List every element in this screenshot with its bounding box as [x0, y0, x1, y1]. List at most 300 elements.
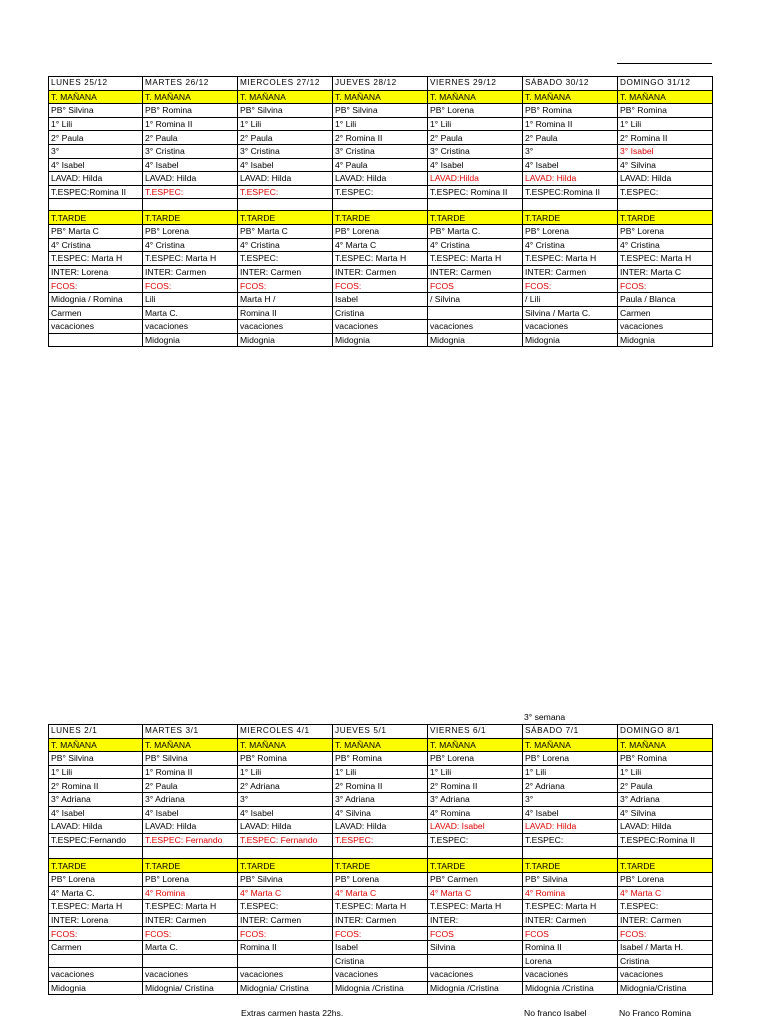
shift-label: T.TARDE	[428, 859, 523, 873]
footer-note-isabel: No franco Isabel	[524, 1008, 587, 1018]
schedule-cell: FCOS:	[238, 927, 333, 941]
shift-label: T. MAÑANA	[333, 90, 428, 104]
schedule-cell	[428, 306, 523, 320]
schedule-cell: 4° Cristina	[523, 238, 618, 252]
schedule-cell: PB° Silvina	[49, 104, 143, 118]
schedule-cell: Romina II	[523, 940, 618, 954]
schedule-cell: / Lili	[523, 292, 618, 306]
schedule-cell: LAVAD: Hilda	[49, 820, 143, 834]
schedule-cell: PB° Lorena	[618, 872, 713, 886]
table-row	[49, 279, 713, 293]
schedule-cell: PB° Marta C	[238, 224, 333, 238]
schedule-cell: 4° Isabel	[238, 158, 333, 172]
schedule-cell: T.ESPEC:	[618, 900, 713, 914]
schedule-cell: T.ESPEC:	[238, 185, 333, 199]
schedule-week-1	[48, 76, 713, 347]
schedule-cell: 3°	[523, 792, 618, 806]
day-header: VIERNES 6/1	[428, 725, 523, 739]
shift-label: T.TARDE	[238, 859, 333, 873]
schedule-cell	[49, 954, 143, 968]
schedule-cell: 3°	[49, 144, 143, 158]
schedule-cell: FCOS:	[618, 279, 713, 293]
schedule-cell: T.ESPEC:	[618, 185, 713, 199]
empty-cell	[333, 847, 428, 859]
shift-label: T. MAÑANA	[618, 738, 713, 752]
shift-band-manana	[49, 738, 713, 752]
schedule-cell: T.ESPEC: Romina II	[428, 185, 523, 199]
schedule-cell: Marta H /	[238, 292, 333, 306]
schedule-cell: T.ESPEC:Fernando	[49, 833, 143, 847]
day-header: VIERNES 29/12	[428, 77, 523, 91]
schedule-cell: T.ESPEC: Marta H	[333, 900, 428, 914]
empty-cell	[428, 199, 523, 211]
schedule-cell: vacaciones	[333, 320, 428, 334]
schedule-cell: INTER: Carmen	[143, 265, 238, 279]
table-row	[49, 872, 713, 886]
schedule-cell: vacaciones	[523, 968, 618, 982]
schedule-cell: Marta C.	[143, 306, 238, 320]
schedule-cell: 1° Lili	[618, 765, 713, 779]
day-header: JUEVES 5/1	[333, 725, 428, 739]
schedule-cell: LAVAD: Hilda	[143, 172, 238, 186]
schedule-cell: 4° Romina	[143, 886, 238, 900]
schedule-cell	[238, 954, 333, 968]
table-row	[49, 968, 713, 982]
shift-band-tarde	[49, 211, 713, 225]
shift-label: T. MAÑANA	[618, 90, 713, 104]
schedule-cell: vacaciones	[618, 320, 713, 334]
day-header: DOMINGO 8/1	[618, 725, 713, 739]
empty-cell	[333, 199, 428, 211]
schedule-week-2	[48, 724, 713, 995]
table-row	[49, 265, 713, 279]
schedule-cell: 4° Silvina	[618, 158, 713, 172]
shift-label: T. MAÑANA	[238, 738, 333, 752]
schedule-cell: Romina II	[238, 940, 333, 954]
schedule-cell: 2° Romina II	[333, 779, 428, 793]
schedule-cell: INTER: Carmen	[143, 913, 238, 927]
schedule-cell: LAVAD: Hilda	[618, 820, 713, 834]
schedule-cell: PB° Silvina	[49, 752, 143, 766]
day-header: MARTES 26/12	[143, 77, 238, 91]
schedule-cell: 3° Cristina	[428, 144, 523, 158]
schedule-cell: PB° Marta C	[49, 224, 143, 238]
schedule-cell: 4° Silvina	[333, 806, 428, 820]
shift-label: T.TARDE	[143, 859, 238, 873]
schedule-cell: FCOS	[523, 927, 618, 941]
empty-cell	[143, 199, 238, 211]
empty-cell	[428, 847, 523, 859]
shift-label: T.TARDE	[49, 211, 143, 225]
week-label: 3° semana	[524, 712, 566, 722]
table-row	[49, 833, 713, 847]
empty-cell	[523, 199, 618, 211]
schedule-cell: 2° Paula	[428, 131, 523, 145]
schedule-cell: INTER: Lorena	[49, 913, 143, 927]
schedule-cell: INTER: Lorena	[49, 265, 143, 279]
schedule-cell: Isabel	[333, 292, 428, 306]
schedule-cell: 4° Isabel	[238, 806, 333, 820]
table-row	[49, 252, 713, 266]
schedule-cell: INTER: Carmen	[523, 913, 618, 927]
schedule-cell: 4° Cristina	[49, 238, 143, 252]
schedule-cell: Midognia / Romina	[49, 292, 143, 306]
schedule-cell: FCOS:	[49, 927, 143, 941]
schedule-cell: INTER: Carmen	[523, 265, 618, 279]
schedule-cell: 2° Romina II	[333, 131, 428, 145]
table-row	[49, 185, 713, 199]
empty-cell	[523, 847, 618, 859]
schedule-cell: T.ESPEC: Marta H	[523, 900, 618, 914]
schedule-cell: 1° Lili	[238, 765, 333, 779]
schedule-cell: LAVAD: Isabel	[428, 820, 523, 834]
schedule-cell: 4° Cristina	[428, 238, 523, 252]
schedule-cell: 3° Adriana	[428, 792, 523, 806]
schedule-cell: Midognia	[428, 333, 523, 347]
schedule-cell: FCOS:	[333, 279, 428, 293]
table-row	[49, 900, 713, 914]
schedule-cell: T.ESPEC: Fernando	[238, 833, 333, 847]
schedule-cell: 4° Cristina	[143, 238, 238, 252]
schedule-cell: 2° Paula	[238, 131, 333, 145]
schedule-cell	[428, 954, 523, 968]
schedule-cell: 4° Isabel	[428, 158, 523, 172]
schedule-cell: 3° Cristina	[238, 144, 333, 158]
schedule-cell: T.ESPEC:	[523, 833, 618, 847]
schedule-cell: 1° Romina II	[143, 117, 238, 131]
day-header: JUEVES 28/12	[333, 77, 428, 91]
shift-label: T. MAÑANA	[333, 738, 428, 752]
schedule-cell: LAVAD: Hilda	[523, 172, 618, 186]
schedule-cell: Romina II	[238, 306, 333, 320]
schedule-cell: PB° Lorena	[428, 752, 523, 766]
schedule-cell: Midognia	[618, 333, 713, 347]
schedule-cell: Midognia /Cristina	[428, 981, 523, 995]
schedule-cell: T.ESPEC: Fernando	[143, 833, 238, 847]
schedule-cell: 2° Romina II	[49, 779, 143, 793]
schedule-cell: T.ESPEC:	[428, 833, 523, 847]
schedule-cell: Midognia /Cristina	[333, 981, 428, 995]
empty-cell	[238, 847, 333, 859]
schedule-cell: PB° Silvina	[333, 104, 428, 118]
schedule-cell: FCOS	[428, 279, 523, 293]
schedule-cell: vacaciones	[428, 320, 523, 334]
schedule-cell: 4° Isabel	[523, 158, 618, 172]
schedule-cell: PB° Carmen	[428, 872, 523, 886]
shift-label: T.TARDE	[428, 211, 523, 225]
schedule-cell: FCOS:	[238, 279, 333, 293]
table-row	[49, 144, 713, 158]
schedule-cell: Midognia	[49, 981, 143, 995]
schedule-cell: LAVAD: Hilda	[523, 820, 618, 834]
schedule-cell: PB° Lorena	[523, 752, 618, 766]
schedule-cell: 4° Isabel	[143, 158, 238, 172]
schedule-cell: Isabel / Marta H.	[618, 940, 713, 954]
empty-cell	[618, 847, 713, 859]
schedule-cell: 1° Lili	[428, 117, 523, 131]
schedule-cell: 4° Romina	[523, 886, 618, 900]
empty-cell	[618, 199, 713, 211]
table-row	[49, 131, 713, 145]
schedule-cell: LAVAD: Hilda	[49, 172, 143, 186]
schedule-cell: Marta C.	[143, 940, 238, 954]
top-rule	[617, 63, 712, 64]
shift-label: T.TARDE	[333, 211, 428, 225]
schedule-cell: PB° Lorena	[618, 224, 713, 238]
table-row	[49, 117, 713, 131]
schedule-cell: PB° Silvina	[523, 872, 618, 886]
schedule-cell: 4° Marta C	[428, 886, 523, 900]
schedule-cell: PB° Lorena	[333, 872, 428, 886]
schedule-cell: 4° Isabel	[143, 806, 238, 820]
schedule-cell: T.ESPEC:	[333, 185, 428, 199]
schedule-cell: INTER: Marta C	[618, 265, 713, 279]
schedule-cell: 4° Paula	[333, 158, 428, 172]
schedule-cell	[143, 954, 238, 968]
schedule-cell: 4° Marta C.	[49, 886, 143, 900]
schedule-cell: 4° Romina	[428, 806, 523, 820]
day-header: SÁBADO 7/1	[523, 725, 618, 739]
day-header: DOMINGO 31/12	[618, 77, 713, 91]
schedule-cell: 2° Paula	[143, 779, 238, 793]
table-row	[49, 886, 713, 900]
schedule-cell: Cristina	[333, 954, 428, 968]
shift-label: T. MAÑANA	[143, 90, 238, 104]
empty-cell	[143, 847, 238, 859]
table-row	[49, 158, 713, 172]
schedule-cell: T.ESPEC:	[238, 252, 333, 266]
schedule-cell: 3° Cristina	[333, 144, 428, 158]
schedule-cell: vacaciones	[618, 968, 713, 982]
schedule-cell: INTER: Carmen	[333, 913, 428, 927]
schedule-cell: PB° Lorena	[428, 104, 523, 118]
empty-cell	[238, 199, 333, 211]
schedule-cell: FCOS:	[143, 927, 238, 941]
table-row	[49, 224, 713, 238]
table-row	[49, 806, 713, 820]
shift-label: T.TARDE	[618, 211, 713, 225]
shift-band-tarde	[49, 859, 713, 873]
schedule-cell: 1° Lili	[238, 117, 333, 131]
schedule-cell: PB° Romina	[238, 752, 333, 766]
schedule-cell: INTER: Carmen	[333, 265, 428, 279]
schedule-cell: 1° Romina II	[143, 765, 238, 779]
shift-label: T. MAÑANA	[49, 738, 143, 752]
schedule-cell: PB° Romina	[333, 752, 428, 766]
schedule-cell: vacaciones	[523, 320, 618, 334]
schedule-cell: 2° Paula	[523, 131, 618, 145]
shift-label: T.TARDE	[618, 859, 713, 873]
schedule-cell: Isabel	[333, 940, 428, 954]
schedule-cell: 3° Adriana	[333, 792, 428, 806]
footer-note-extras: Extras carmen hasta 22hs.	[241, 1008, 344, 1018]
table-row	[49, 981, 713, 995]
day-header: LUNES 2/1	[49, 725, 143, 739]
schedule-cell: Cristina	[618, 954, 713, 968]
day-header: MIERCOLES 27/12	[238, 77, 333, 91]
schedule-cell: vacaciones	[143, 320, 238, 334]
schedule-cell: T.ESPEC: Marta H	[428, 900, 523, 914]
shift-label: T.TARDE	[49, 859, 143, 873]
schedule-cell: INTER: Carmen	[238, 265, 333, 279]
schedule-cell: 2° Paula	[618, 779, 713, 793]
schedule-cell: FCOS:	[523, 279, 618, 293]
schedule-cell: 1° Lili	[523, 765, 618, 779]
schedule-cell: T.ESPEC: Marta H	[143, 900, 238, 914]
schedule-cell: Midognia/ Cristina	[143, 981, 238, 995]
schedule-cell: T.ESPEC: Marta H	[333, 252, 428, 266]
table-row	[49, 779, 713, 793]
schedule-cell: 3° Cristina	[143, 144, 238, 158]
schedule-cell: Midognia/ Cristina	[238, 981, 333, 995]
schedule-cell: 4° Isabel	[49, 158, 143, 172]
table-row	[49, 792, 713, 806]
day-header: LUNES 25/12	[49, 77, 143, 91]
schedule-cell: vacaciones	[49, 320, 143, 334]
schedule-cell: Midognia/Cristina	[618, 981, 713, 995]
schedule-cell: 4° Isabel	[523, 806, 618, 820]
schedule-cell: 4° Marta C	[333, 886, 428, 900]
schedule-cell: 4° Marta C	[333, 238, 428, 252]
shift-band-manana	[49, 90, 713, 104]
schedule-cell: Midognia	[523, 333, 618, 347]
schedule-cell: 4° Marta C	[618, 886, 713, 900]
schedule-cell: 2° Romina II	[428, 779, 523, 793]
schedule-cell: vacaciones	[143, 968, 238, 982]
table-row	[49, 292, 713, 306]
day-header: MIERCOLES 4/1	[238, 725, 333, 739]
schedule-cell: T.ESPEC:	[333, 833, 428, 847]
schedule-cell: 1° Lili	[49, 765, 143, 779]
schedule-cell: vacaciones	[333, 968, 428, 982]
schedule-cell: Silvina / Marta C.	[523, 306, 618, 320]
schedule-cell: Lorena	[523, 954, 618, 968]
shift-label: T.TARDE	[143, 211, 238, 225]
schedule-cell: 4° Isabel	[49, 806, 143, 820]
schedule-cell: Midognia	[238, 333, 333, 347]
schedule-cell: Carmen	[49, 306, 143, 320]
schedule-cell: Carmen	[618, 306, 713, 320]
schedule-cell: PB° Lorena	[523, 224, 618, 238]
schedule-cell: PB° Romina	[143, 104, 238, 118]
footer-note-romina: No Franco Romina	[619, 1008, 692, 1018]
schedule-cell: INTER: Carmen	[238, 913, 333, 927]
schedule-cell: FCOS:	[49, 279, 143, 293]
schedule-cell: PB° Romina	[523, 104, 618, 118]
schedule-cell: 2° Paula	[143, 131, 238, 145]
shift-label: T. MAÑANA	[523, 738, 618, 752]
shift-label: T. MAÑANA	[49, 90, 143, 104]
schedule-cell: T.ESPEC:	[143, 185, 238, 199]
schedule-cell: PB° Lorena	[333, 224, 428, 238]
shift-label: T.TARDE	[523, 859, 618, 873]
shift-label: T.TARDE	[333, 859, 428, 873]
schedule-cell: LAVAD: Hilda	[333, 820, 428, 834]
schedule-cell: Cristina	[333, 306, 428, 320]
schedule-cell: 3° Isabel	[618, 144, 713, 158]
day-header-row	[49, 725, 713, 739]
schedule-cell: T.ESPEC: Marta H	[428, 252, 523, 266]
schedule-cell: PB° Silvina	[238, 104, 333, 118]
shift-label: T.TARDE	[523, 211, 618, 225]
schedule-cell: LAVAD: Hilda	[618, 172, 713, 186]
schedule-cell: Lili	[143, 292, 238, 306]
schedule-cell: LAVAD: Hilda	[238, 820, 333, 834]
schedule-cell: PB° Romina	[618, 752, 713, 766]
schedule-cell: Midognia	[333, 333, 428, 347]
table-row	[49, 752, 713, 766]
schedule-cell: 2° Adriana	[523, 779, 618, 793]
schedule-cell: FCOS:	[333, 927, 428, 941]
schedule-cell: vacaciones	[428, 968, 523, 982]
schedule-cell: FCOS:	[143, 279, 238, 293]
schedule-cell: PB° Lorena	[49, 872, 143, 886]
schedule-cell: PB° Silvina	[143, 752, 238, 766]
schedule-cell: Midognia /Cristina	[523, 981, 618, 995]
schedule-cell: Carmen	[49, 940, 143, 954]
schedule-cell: LAVAD: Hilda	[143, 820, 238, 834]
schedule-cell: 4° Silvina	[618, 806, 713, 820]
table-row	[49, 954, 713, 968]
table-row	[49, 927, 713, 941]
schedule-cell: T.ESPEC:Romina II	[618, 833, 713, 847]
schedule-cell: 1° Romina II	[523, 117, 618, 131]
schedule-cell: PB° Lorena	[143, 224, 238, 238]
schedule-cell: 3°	[238, 792, 333, 806]
day-header: SÁBADO 30/12	[523, 77, 618, 91]
schedule-cell	[49, 333, 143, 347]
table-row	[49, 913, 713, 927]
table-row	[49, 765, 713, 779]
table-row	[49, 320, 713, 334]
schedule-cell: 2° Romina II	[618, 131, 713, 145]
schedule-cell: Silvina	[428, 940, 523, 954]
schedule-cell: vacaciones	[238, 968, 333, 982]
schedule-cell: LAVAD: Hilda	[238, 172, 333, 186]
schedule-cell: PB° Romina	[618, 104, 713, 118]
day-header-row	[49, 77, 713, 91]
shift-label: T. MAÑANA	[428, 738, 523, 752]
day-header: MARTES 3/1	[143, 725, 238, 739]
schedule-cell: T.ESPEC: Marta H	[49, 252, 143, 266]
schedule-cell: T.ESPEC:Romina II	[49, 185, 143, 199]
schedule-cell: 4° Marta C	[238, 886, 333, 900]
table-row	[49, 306, 713, 320]
schedule-cell: Paula / Blanca	[618, 292, 713, 306]
schedule-cell: LAVAD:Hilda	[428, 172, 523, 186]
shift-label: T. MAÑANA	[143, 738, 238, 752]
shift-label: T. MAÑANA	[238, 90, 333, 104]
table-row	[49, 820, 713, 834]
schedule-cell: 2° Paula	[49, 131, 143, 145]
schedule-cell: Midognia	[143, 333, 238, 347]
schedule-cell: 4° Cristina	[618, 238, 713, 252]
shift-label: T.TARDE	[238, 211, 333, 225]
empty-cell	[49, 847, 143, 859]
schedule-cell: T.ESPEC:	[238, 900, 333, 914]
schedule-cell: INTER: Carmen	[618, 913, 713, 927]
schedule-cell: FCOS	[428, 927, 523, 941]
schedule-cell: 1° Lili	[618, 117, 713, 131]
schedule-cell: 3° Adriana	[143, 792, 238, 806]
schedule-cell: 1° Lili	[333, 117, 428, 131]
schedule-cell: INTER: Carmen	[428, 265, 523, 279]
schedule-cell: vacaciones	[49, 968, 143, 982]
shift-label: T. MAÑANA	[523, 90, 618, 104]
spacer-row	[49, 199, 713, 211]
schedule-cell: T.ESPEC:Romina II	[523, 185, 618, 199]
schedule-cell: T.ESPEC: Marta H	[523, 252, 618, 266]
